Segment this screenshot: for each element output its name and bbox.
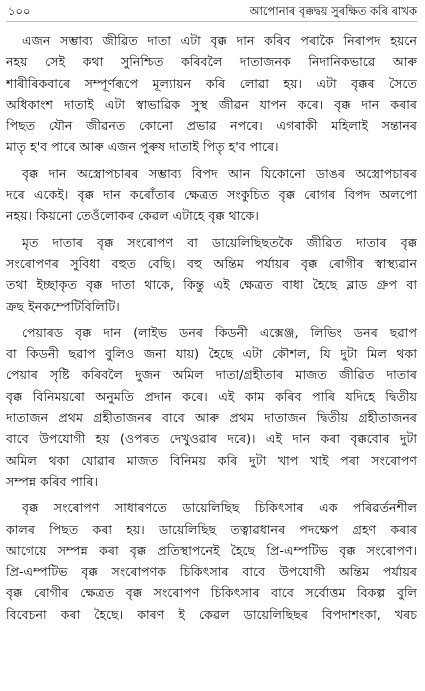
text-line: এজন সম্ভাব্য জীৱিত দাতা এটা বৃক্ক দান কৰিব পৰাকৈ নিৰাপদ হয়নে (22, 33, 417, 48)
text-line: বা কিডনী ছৱাপ বুলিও জনা যায়) হৈছে এটা কৌশল, যি দুটা মিল থকা (6, 346, 417, 362)
text-line: নহয় সেই কথা সুনিশ্চিত কৰিবলৈ দাতাজনক নিদানিকভাৱে আৰু (6, 54, 417, 70)
text-line: মাতৃ হ'ব পাৰে আৰু এজন পুৰুষ দাতাই পিতৃ হ'ব পাৰে। (6, 139, 279, 155)
text-line: শাৰীৰিকবাৰে সম্পূৰ্ণৰূপে মূল্যায়ন কৰি লোৱা হয়। এটা বৃক্কৰ সৈতে (6, 75, 417, 91)
text-line: বৃক্ক দান অস্ত্ৰোপচাৰৰ সম্ভাব্য বিপদ আন যিকোনো ডাঙৰ অস্ত্ৰোপচাৰৰ (22, 165, 417, 181)
page-header (6, 4, 417, 22)
text-line: অমিল থকা যোৱাৰ মাজত বিনিময় কৰি দুটা খাপ খাই পৰা সংৰোপণ (6, 452, 417, 468)
text-line: ক্ৰছ ইনকম্পেটিবিলিটি। (6, 298, 120, 314)
text-line: কালৰ পিছত কৰা হয়। ডায়েলিছিছ তত্বাৱধানৰ পদক্ষেপ গ্ৰহণ কৰাৰ (6, 521, 417, 537)
text-line: বৃক্ক বিনিময়ৰো অনুমতি প্ৰদান কৰে। এই কাম কৰিব পাৰি যদিহে দ্বিতীয় (6, 388, 417, 404)
text-line: মৃত দাতাৰ বৃক্ক সংৰোপণ বা ডায়েলিছিছতকৈ জীৱিত দাতাৰ বৃক্ক (22, 234, 417, 250)
text-line: সংৰোপণৰ সুবিধা বহুত বেছি। বহু অন্তিম পৰ্যায়ৰ বৃক্ক ৰোগীৰ স্বাস্থ্যৱান (6, 255, 417, 271)
paragraph-3 (6, 232, 417, 317)
text-line: আগেয়ে সম্পন্ন কৰা বৃক্ক প্ৰতিস্থাপনেই হৈছে প্ৰি-এম্পটিভ বৃক্ক সংৰোপণ। (6, 542, 417, 558)
text-line: বিবেচনা কৰা হৈছে। কাৰণ ই কেৱল ডায়েলিছিছৰ বিপদাশংকা, খৰচ (6, 606, 417, 622)
text-line: বৃক্ক ৰোগীৰ ক্ষেত্ৰত বৃক্ক সংৰোপণ চিকিৎসাৰ বাবে সৰ্বোত্তম বিকল্প বুলি (6, 585, 417, 601)
text-line: নহয়। কিয়নো তেওঁলোকৰ কেৱল এটাহে বৃক্ক থাকে। (6, 208, 259, 224)
paragraph-1 (6, 30, 417, 158)
text-line: সম্পন্ন কৰিব পাৰি। (6, 473, 99, 489)
text-line: প্ৰি-এম্পটিভ বৃক্ক সংৰোপণক চিকিৎসাৰ বাবে উপযোগী অন্তিম পৰ্যায়ৰ (6, 564, 417, 580)
page-number: ১০০ (8, 4, 31, 18)
paragraph-5 (6, 497, 417, 625)
text-line: তথা ইচ্ছাকৃত বৃক্ক দাতা থাকে, কিন্তু এই ক্ষেত্ৰত বাধা হৈছে ব্লাড গ্ৰুপ বা (6, 277, 417, 293)
running-title: আপোনাৰ বৃক্কদ্বয় সুৰক্ষিত কৰি ৰাখক (249, 4, 417, 18)
paragraph-4 (6, 322, 417, 492)
text-line: অধিকাংশ দাতাই এটা স্বাভাৱিক সুস্থ জীৱন যাপন কৰে। বৃক্ক দান কৰাৰ (6, 96, 417, 112)
text-line: বৃক্ক সংৰোপণ সাধাৰণতে ডায়েলিছিছ চিকিৎসাৰ এক পৰিৱৰ্তনশীল (22, 500, 417, 516)
text-line: বাবে উপযোগী হয় (ওপৰত দেখুওৱাৰ দৰে)। এই দান কৰা বৃক্কবোৰ দুটা (6, 431, 417, 447)
text-line: দাতাজন প্ৰথম গ্ৰহীতাজনৰ বাবে আৰু প্ৰথম দাতাজন দ্বিতীয় গ্ৰহীতাজনৰ (6, 410, 417, 426)
text-line: পেয়াৰ সৃষ্টি কৰিবলৈ দুজন অমিল দাতা/গ্ৰহীতাৰ মাজত জীৱিত দাতাৰ (6, 367, 417, 383)
body-text (6, 30, 417, 625)
text-line: পেয়াৰড বৃক্ক দান (লাইভ ডনৰ কিডনী এক্সেঞ্জ, লিভিং ডনৰ ছৱাপ (22, 324, 417, 340)
text-line: পিছত যৌন জীৱনত কোনো প্ৰভাৱ নপৰে। এগৰাকী মহিলাই সন্তানৰ (6, 118, 417, 134)
text-line: দৰে একেই। বৃক্ক দান কৰোঁতাৰ ক্ষেত্ৰত সংকুচিত বৃক্ক ৰোগৰ বিপদ অলপো (6, 187, 417, 203)
paragraph-2 (6, 163, 417, 227)
